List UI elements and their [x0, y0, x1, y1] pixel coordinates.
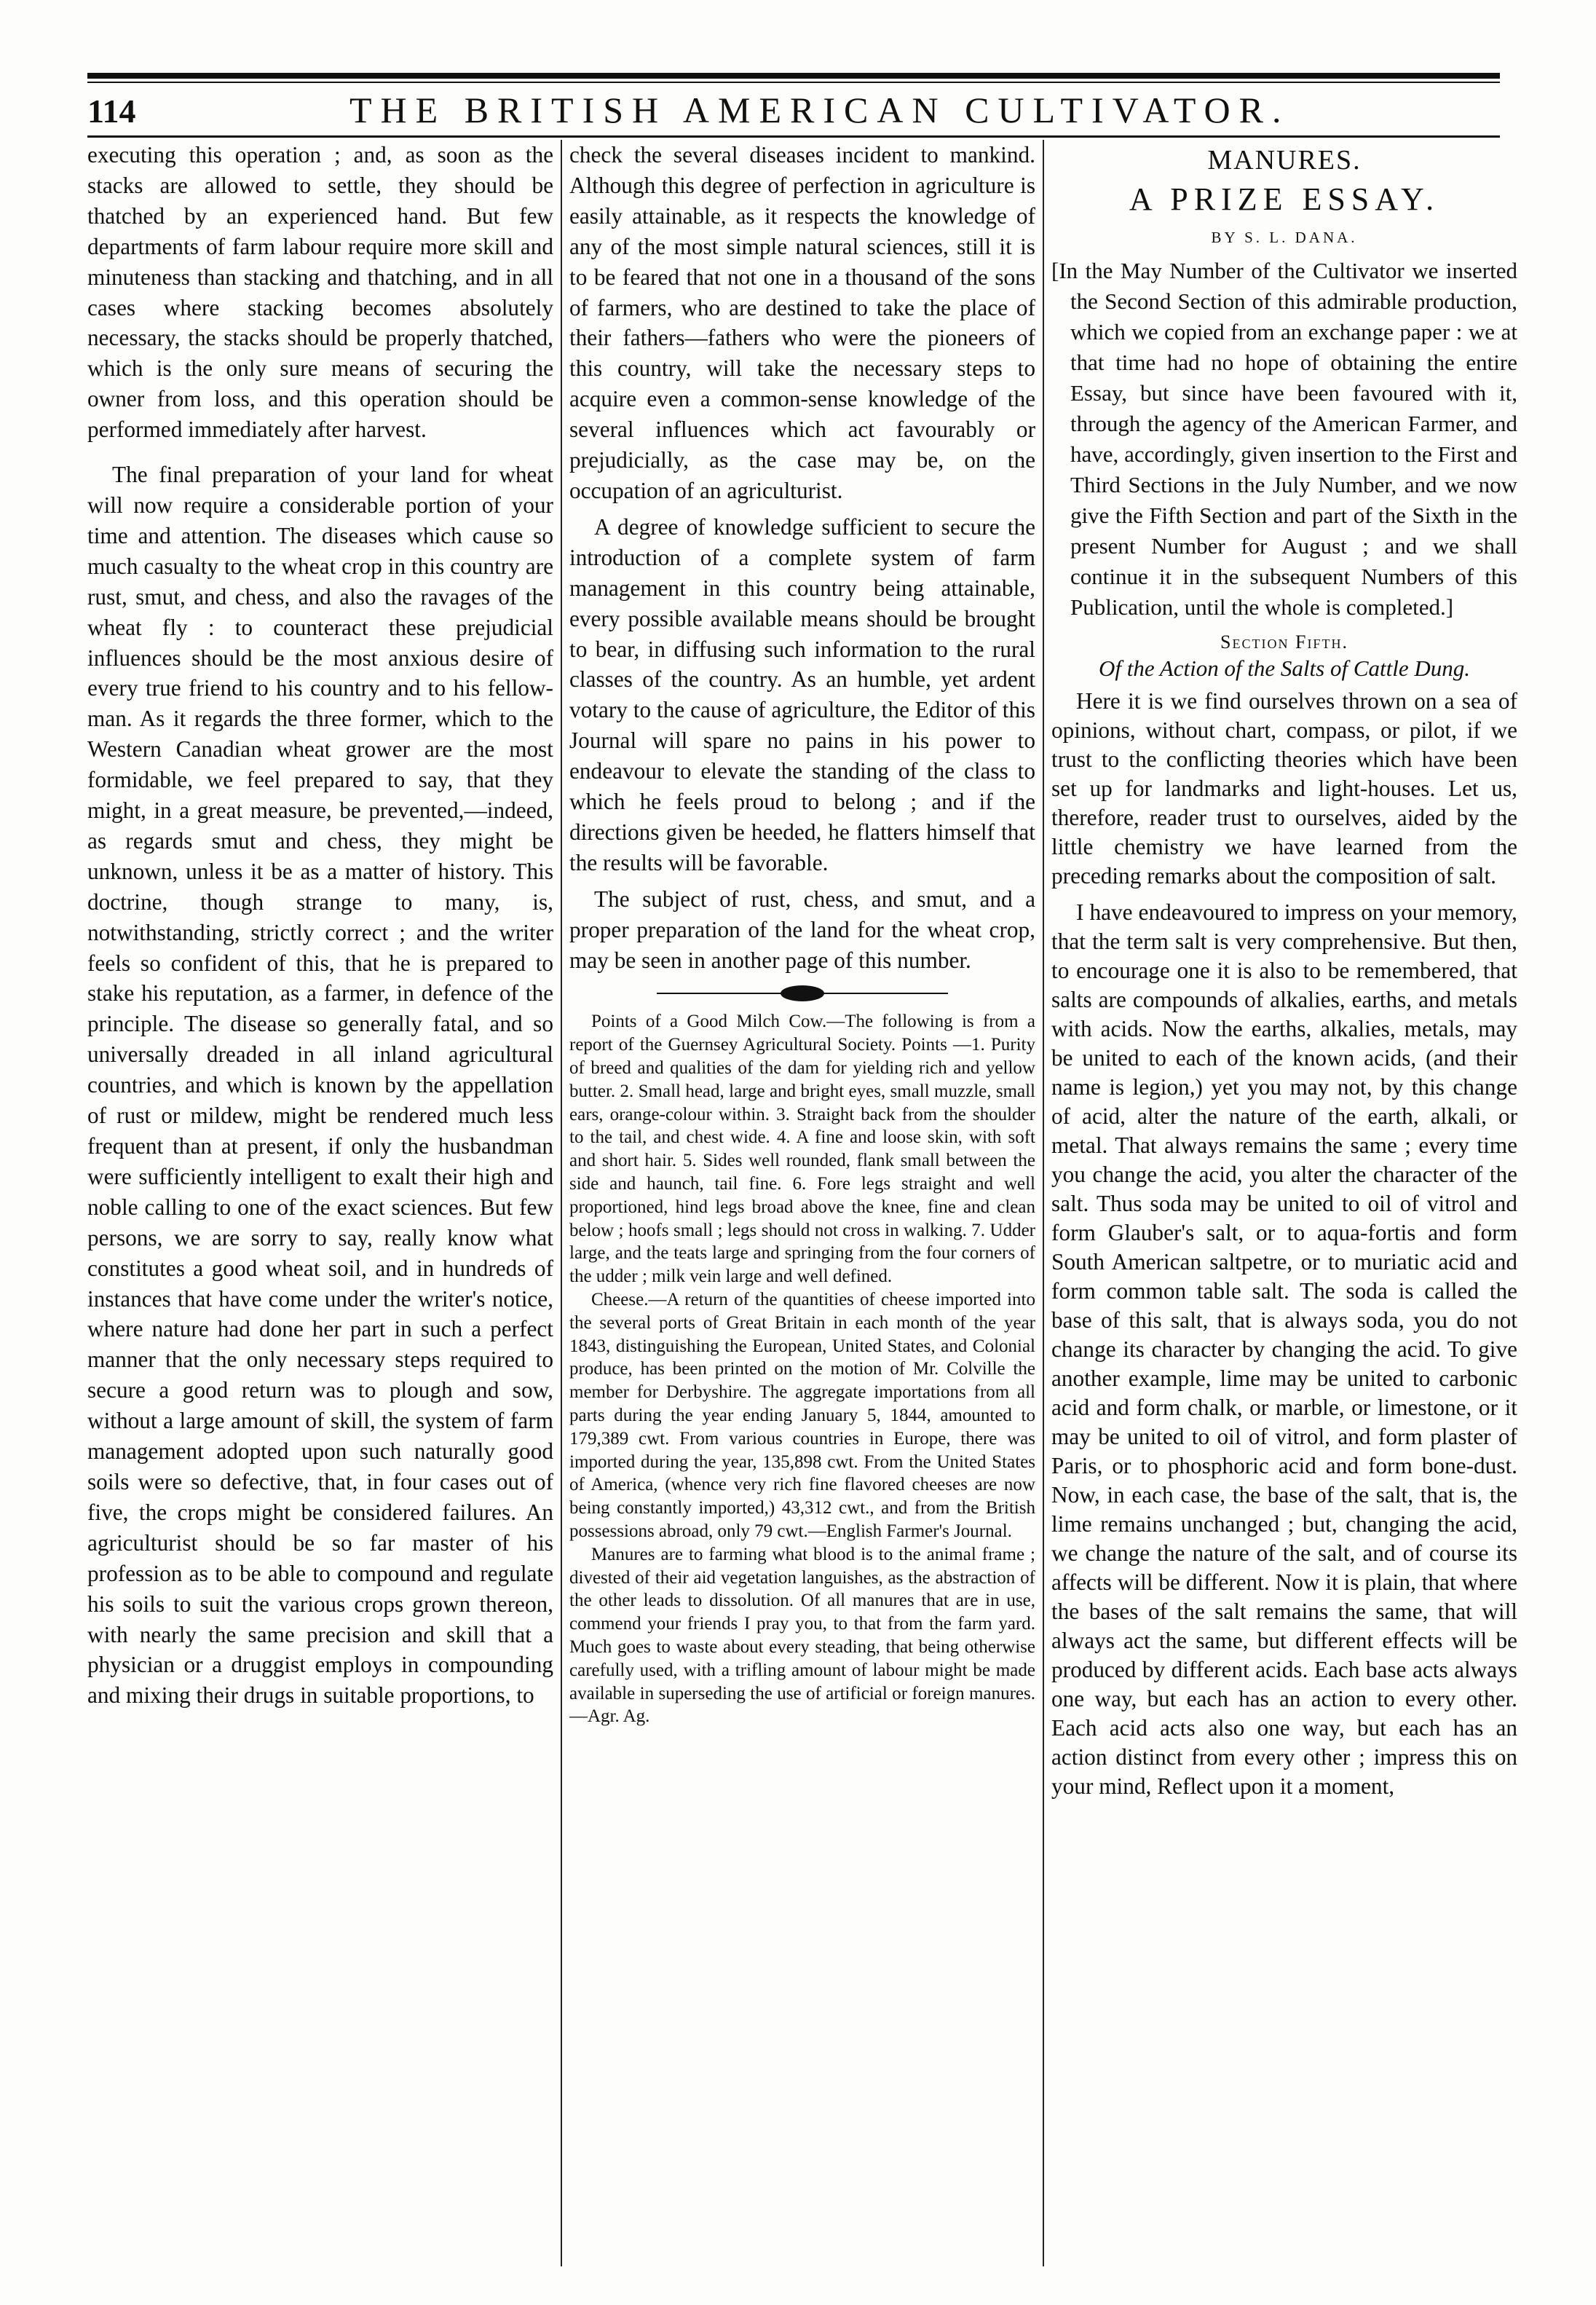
column-2	[569, 140, 1035, 2266]
top-rule	[87, 73, 1500, 79]
paragraph: Here it is we find ourselves thrown on a sea of opinions, without chart, compass, or pilot, if we trust to the conflicting theories which have been set up for landmarks and light-houses. Let us, therefore, reader trust to ourselves, aided by the little chemistry we have learned from the preceding remarks about the composition of salt.	[1051, 688, 1517, 888]
article-milch-cow: Points of a Good Milch Cow.—The following is from a report of the Guernsey Agricultural Society. Points —1. Purity of breed and qualities of the dam for yielding rich and yellow butter. 2. Small head, large and bright eyes, small muzzle, small ears, orange-colour within. 3. Straight back from the shoulder to the tail, and chest wide. 4. A fine and loose skin, with soft and short hair. 5. Sides well rounded, flank small between the side and haunch, tail fine. 6. Fore legs straight and well proportioned, hind legs broad above the knee, fine and clean below ; hoofs small ; legs should not cross in walking. 7. Udder large, and the teats large and springing from the four corners of the udder ; milk vein large and well defined.	[569, 1012, 1035, 1287]
page-number: 114	[87, 92, 136, 130]
article-subtitle: A PRIZE ESSAY.	[1129, 181, 1440, 217]
paragraph: The subject of rust, chess, and smut, and a proper preparation of the land for the wheat crop, may be seen in another page of this number.	[569, 886, 1035, 973]
column-3	[1051, 140, 1517, 2266]
paragraph: A degree of knowledge sufficient to secure the introduction of a complete system of farm management in this country being attainable, every possible available means should be brought to bear, in diffusing such information to the rural classes of the country. As an humble, yet ardent votary to the cause of agriculture, the Editor of this Journal will spare no pains in his power to endeavour to elevate the standing of the class to which he feels proud to belong ; and if the directions given be heeded, he flatters himself that the results will be favorable.	[569, 513, 1035, 875]
top-rule-thin	[87, 82, 1500, 83]
article-title: MANURES.	[1207, 145, 1362, 176]
section-divider	[569, 975, 1035, 1010]
page-header	[87, 89, 1500, 133]
article-cheese: Cheese.—A return of the quantities of cheese imported into the several ports of Great Britain in each month of the year 1843, distinguishing the European, United States, and Colonial produce, has been printed on the motion of Mr. Colville the member for Derbyshire. The aggregate importations from all parts during the year ending January 5, 1844, amounted to 179,389 cwt. From various countries in Europe, there was imported during the year, 135,898 cwt. From the United States of America, (whence very rich fine flavored cheeses are now being constantly imported,) 43,312 cwt., and from the British possessions abroad, only 79 cwt.—English Farmer's Journal.	[569, 1290, 1035, 1541]
paragraph: executing this operation ; and, as soon as the stacks are allowed to settle, they should be thatched by an experienced hand. But few departments of farm labour require more skill and minuteness than stacking and thatching, and in all cases where stacking becomes absolutely necessary, the stacks should be properly thatched, which is the only sure means of securing the owner from loss, and this operation should be performed immediately after harvest.	[87, 142, 553, 443]
article-manures: Manures are to farming what blood is to the animal frame ; divested of their aid vegetation languishes, as the abstraction of the other leads to dissolution. Of all manures that are in use, commend your friends I pray you, to that from the farm yard. Much goes to waste about every steading, that being otherwise carefully used, with a trifling amount of labour might be made available in superseding the use of artificial or foreign manures.—Agr. Ag.	[569, 1544, 1035, 1727]
column-1	[87, 140, 553, 2266]
editor-note: [In the May Number of the Cultivator we inserted the Second Section of this admirable production, which we copied from an exchange paper : we at that time had no hope of obtaining the entire Essay, but since have been favoured with it, through the agency of the American Farmer, and have, accordingly, given insertion to the First and Third Sections in the July Number, and we now give the Fifth Section and part of the Sixth in the present Number for August ; and we shall continue it in the subsequent Numbers of this Publication, until the whole is completed.]	[1051, 258, 1517, 620]
section-heading: Section Fifth.	[1220, 631, 1348, 653]
paragraph: The final preparation of your land for wheat will now require a considerable portion of your time and attention. The diseases which cause so much casualty to the wheat crop in this country are rust, smut, and chess, and also the ravages of the wheat fly : to counteract these prejudicial influences should be the most anxious desire of every true friend to his country and to his fellow-man. As it regards the three former, which to the Western Canadian wheat grower are the most formidable, we feel prepared to say, that they might, in a great measure, be prevented,—indeed, as regards smut and chess, they might be unknown, unless it be as a matter of history. This doctrine, though strange to many, is, notwithstanding, strictly correct ; and the writer feels so confident of this, that he is prepared to stake his reputation, as a farmer, in defence of the principle. The disease so generally fatal, and so universally dreaded in all inland agricultural countries, and which is known by the appellation of rust or mildew, might be rendered much less frequent than at present, if only the husbandman were sufficiently intelligent to exalt their high and noble calling to one of the exact sciences. But few persons, we are sorry to say, really know what constitutes a good wheat soil, and in hundreds of instances that have come under the writer's notice, where nature had done her part in such a perfect manner that the only necessary steps required to secure a good return was to plough and sow, without a large amount of skill, the system of farm management adopted upon such naturally good soils were so defective, that, in four cases out of five, the crops might be considered failures. An agriculturist should be so far master of his profession as to be able to compound and regulate his soils to suit the various crops grown thereon, with nearly the same precision and skill that a physician or a druggist employs in compounding and mixing their drugs in suitable proportions, to	[87, 462, 553, 1709]
column-divider-1	[561, 140, 562, 2266]
header-rule	[87, 135, 1500, 138]
paragraph: I have endeavoured to impress on your memory, that the term salt is very comprehensive. But then, to encourage one it is also to be remembered, that salts are compounds of alkalies, earths, and metals with acids. Now the earths, alkalies, metals, may be united to each of the known acids, (and their name is legion,) yet you may not, by this change of acid, alter the nature of the earth, alkali, or metal. That always remains the same ; every time you change the acid, you alter the character of the salt. Thus soda may be united to oil of vitrol and form Glauber's salt, or to aqua-fortis and form South American saltpetre, or to muriatic acid and form common table salt. The soda is called the base of this salt, that is always soda, you do not change its character by changing the acid. To give another example, lime may be united to carbonic acid and form chalk, or marble, or limestone, or it may be united to oil of vitrol, and form plaster of Paris, or to phosphoric acid and form bone-dust. Now, in each case, the base of the salt, that is, the lime remains unchanged ; but, changing the acid, we change the nature of the salt, and of course its affects will be different. Now it is plain, that where the bases of the salt remains the same, that will always act the same, but different effects will be produced by different acids. Each base acts always one way, but each has an action to every other. Each acid acts also one way, but each has an action distinct from every other ; impress this on your mind, Reflect upon it a moment,	[1051, 899, 1517, 1799]
section-subheading: Of the Action of the Salts of Cattle Dung.	[1098, 655, 1471, 681]
byline: BY S. L. DANA.	[1211, 229, 1358, 246]
running-title: THE BRITISH AMERICAN CULTIVATOR.	[349, 90, 1290, 130]
column-divider-2	[1043, 140, 1044, 2266]
paragraph: check the several diseases incident to mankind. Although this degree of perfection in agriculture is easily attainable, as it respects the knowledge of any of the most simple natural sciences, still it is to be feared that not one in a thousand of the sons of farmers, who are destined to take the place of their fathers—fathers who were the pioneers of this country, will take the necessary steps to acquire even a common-sense knowledge of the several influences which act favourably or prejudicially, as the case may be, on the occupation of an agriculturist.	[569, 142, 1035, 503]
